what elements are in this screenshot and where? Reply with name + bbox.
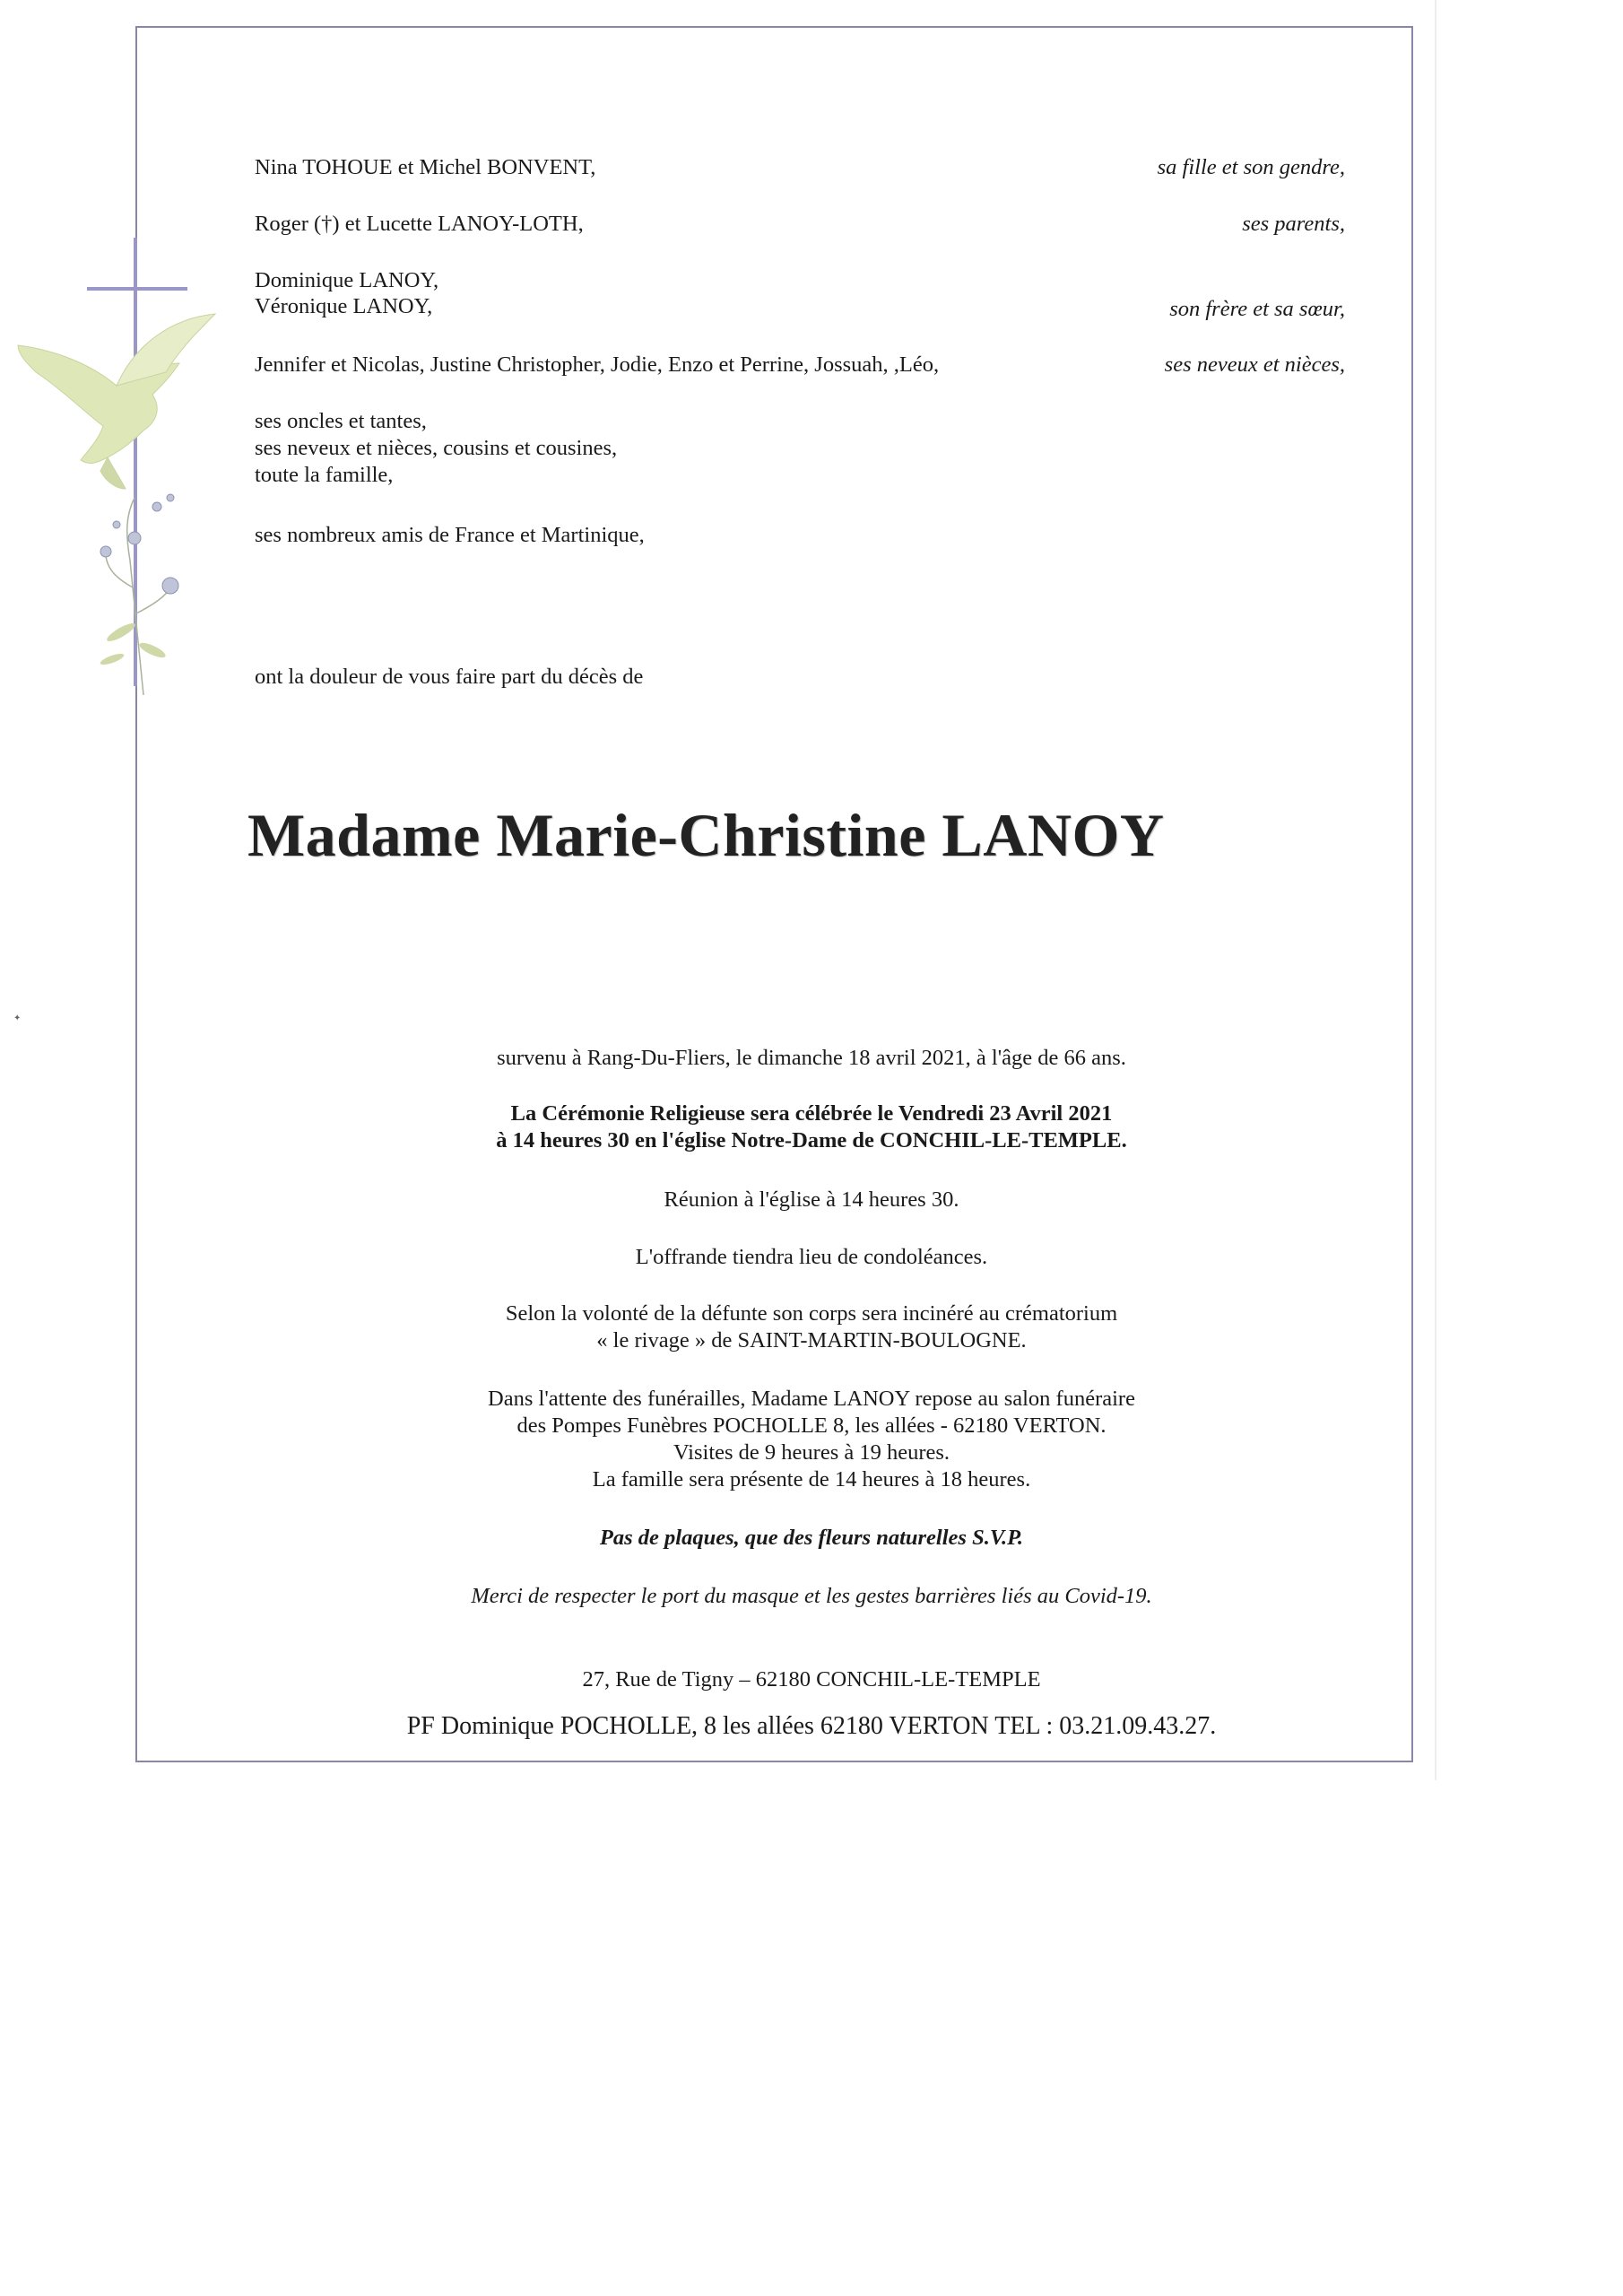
cremation-line-b: « le rivage » de SAINT-MARTIN-BOULOGNE. — [596, 1328, 1027, 1352]
flowers-notice: Pas de plaques, que des fleurs naturelles S.V.P. — [599, 1526, 1024, 1550]
announcement-text: ont la douleur de vous faire part du décès de — [255, 665, 644, 689]
family-line-3-relation: son frère et sa sœur, — [1169, 297, 1345, 321]
deceased-name: Madame Marie-Christine LANOY — [247, 801, 1165, 869]
family-line-3-names-b: Véronique LANOY, — [255, 294, 433, 318]
funeral-home-line-a: Dans l'attente des funérailles, Madame LANOY repose au salon funéraire — [488, 1387, 1135, 1411]
family-friends: ses nombreux amis de France et Martinique, — [255, 523, 645, 547]
family-line-4-relation: ses neveux et nièces, — [1164, 352, 1345, 377]
death-details: survenu à Rang-Du-Fliers, le dimanche 18 avril 2021, à l'âge de 66 ans. — [497, 1046, 1126, 1070]
ceremony-line-a: La Cérémonie Religieuse sera célébrée le Vendredi 23 Avril 2021 — [510, 1101, 1113, 1126]
family-line-2-relation: ses parents, — [1242, 212, 1345, 236]
family-line-1-relation: sa fille et son gendre, — [1157, 155, 1345, 179]
offering-text: L'offrande tiendra lieu de condoléances. — [635, 1245, 988, 1269]
reunion-text: Réunion à l'église à 14 heures 30. — [664, 1187, 959, 1212]
funeral-home-line-b: des Pompes Funèbres POCHOLLE 8, les allées - 62180 VERTON. — [516, 1413, 1107, 1438]
family-line-4-names: Jennifer et Nicolas, Justine Christopher, Jodie, Enzo et Perrine, Jossuah, ,Léo, — [255, 352, 940, 377]
family-others-b: ses neveux et nièces, cousins et cousines, — [255, 436, 618, 460]
family-line-3-names-a: Dominique LANOY, — [255, 268, 439, 292]
cross-dove-flowers-icon — [0, 229, 242, 695]
scan-edge-line — [1435, 0, 1436, 1780]
scan-speck: ✦ — [13, 1013, 22, 1023]
family-present-text: La famille sera présente de 14 heures à 18 heures. — [592, 1467, 1031, 1492]
footer-address: 27, Rue de Tigny – 62180 CONCHIL-LE-TEMPLE — [582, 1667, 1041, 1692]
family-others-c: toute la famille, — [255, 463, 394, 487]
family-line-2-names: Roger (†) et Lucette LANOY-LOTH, — [255, 212, 584, 236]
covid-notice: Merci de respecter le port du masque et les gestes barrières liés au Covid-19. — [471, 1584, 1152, 1608]
family-others-a: ses oncles et tantes, — [255, 409, 427, 433]
footer-funeral-director: PF Dominique POCHOLLE, 8 les allées 62180 VERTON TEL : 03.21.09.43.27. — [406, 1712, 1217, 1740]
ceremony-line-b: à 14 heures 30 en l'église Notre-Dame de CONCHIL-LE-TEMPLE. — [496, 1128, 1127, 1152]
visits-text: Visites de 9 heures à 19 heures. — [673, 1440, 950, 1465]
cremation-line-a: Selon la volonté de la défunte son corps sera incinéré au crématorium — [505, 1301, 1118, 1326]
family-line-1-names: Nina TOHOUE et Michel BONVENT, — [255, 155, 596, 179]
